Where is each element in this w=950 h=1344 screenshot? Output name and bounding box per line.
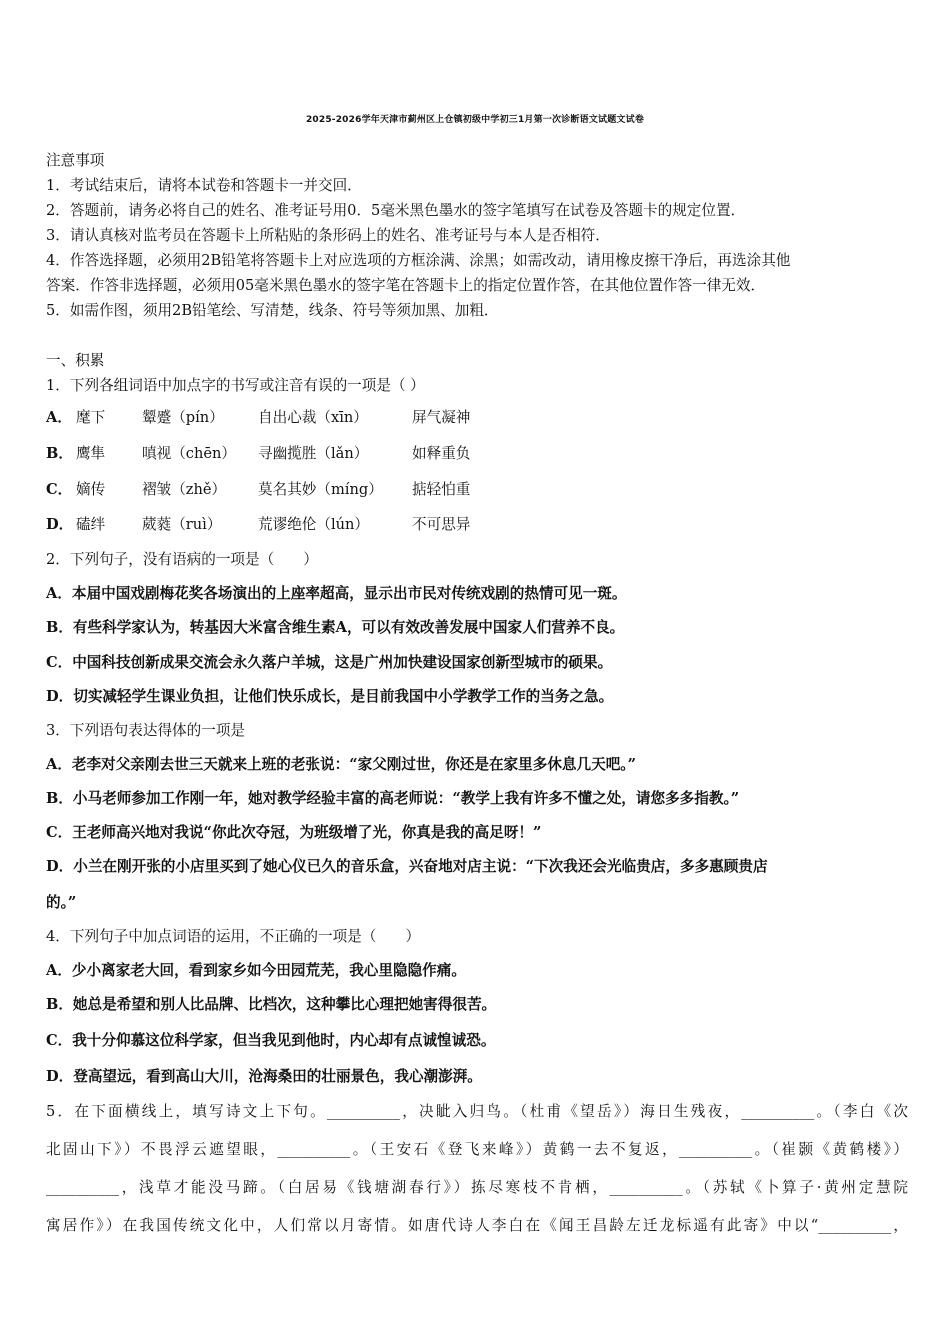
q5-text: 5．在下面横线上，填写诗文上下句。__________，决眦入归鸟。（杜甫《望岳》）海日生残夜，__________。（李白《次 <box>46 1103 908 1120</box>
word: 磕绊 <box>76 516 106 533</box>
q3-option-a: A．老李对父亲刚去世三天就来上班的老张说：“家父刚过世，你还是在家里多休息几天吧。” <box>46 756 636 773</box>
q5-line-1 <box>46 1102 908 1122</box>
word: 自出心裁（xīn） <box>258 409 368 426</box>
q5-text: __________，浅草才能没马蹄。（白居易《钱塘湖春行》）拣尽寒枝不肯栖，__________。（苏轼《卜算子·黄州定慧院 <box>46 1179 908 1196</box>
q1-stem: 1．下列各组词语中加点字的书写或注音有误的一项是（ ） <box>46 377 425 394</box>
notice-item-3: 3．请认真核对监考员在答题卡上所粘贴的条形码上的姓名、准考证号与本人是否相符． <box>46 227 610 244</box>
q2-stem: 2．下列句子，没有语病的一项是（ ） <box>46 551 318 568</box>
notice-item-1: 1．考试结束后，请将本试卷和答题卡一并交回． <box>46 177 362 194</box>
q4-option-b: B．她总是希望和别人比品牌、比档次，这种攀比心理把她害得很苦。 <box>46 996 497 1013</box>
q3-option-b: B．小马老师参加工作刚一年，她对教学经验丰富的高老师说：“教学上我有许多不懂之处，请您多多指教。” <box>46 790 740 807</box>
q5-line-4 <box>46 1216 908 1236</box>
q4-stem: 4．下列句子中加点词语的运用，不正确的一项是（ ） <box>46 928 421 945</box>
word: 褶皱（zhě） <box>142 481 227 498</box>
notice-item-4: 4．作答选择题，必须用2B铅笔将答题卡上对应选项的方框涂满、涂黑；如需改动，请用橡皮擦干净后，再选涂其他 <box>46 252 791 269</box>
q2-option-a: A．本届中国戏剧梅花奖各场演出的上座率超高，显示出市民对传统戏剧的热情可见一斑。 <box>46 585 627 602</box>
q2-option-d: D．切实减轻学生课业负担，让他们快乐成长，是目前我国中小学教学工作的当务之急。 <box>46 688 614 705</box>
option-label: C． <box>46 481 73 498</box>
q4-option-d: D．登高望远，看到高山大川，沧海桑田的壮丽景色，我心潮澎湃。 <box>46 1068 482 1085</box>
word: 寻幽揽胜（lǎn） <box>258 445 369 462</box>
q3-option-d: D．小兰在刚开张的小店里买到了她心仪已久的音乐盒，兴奋地对店主说：“下次我还会光临贵店，多多惠顾贵店 <box>46 858 768 875</box>
notice-item-2: 2．答题前，请务必将自己的姓名、准考证号用0．5毫米黑色墨水的签字笔填写在试卷及答题卡的规定位置． <box>46 202 746 219</box>
section-heading: 一、积累 <box>46 352 105 369</box>
q3-option-d-cont: 的。” <box>46 894 77 911</box>
q2-option-b: B．有些科学家认为，转基因大米富含维生素A，可以有效改善发展中国家人们营养不良。 <box>46 619 625 636</box>
q5-text: 寓居作》）在我国传统文化中，人们常以月寄情。如唐代诗人李白在《闻王昌龄左迁龙标遥有此寄》中以“__________， <box>46 1217 908 1234</box>
notice-heading: 注意事项 <box>46 152 105 169</box>
exam-title: 2025-2026学年天津市蓟州区上仓镇初级中学初三1月第一次诊断语文试题文试卷 <box>305 115 645 125</box>
word: 鹰隼 <box>76 445 106 462</box>
q4-option-a: A．少小离家老大回，看到家乡如今田园荒芜，我心里隐隐作痛。 <box>46 962 466 979</box>
option-label: A． <box>46 409 72 426</box>
word: 嫡传 <box>76 481 106 498</box>
word: 不可思异 <box>412 516 471 533</box>
q5-line-2 <box>46 1140 908 1160</box>
option-label: B． <box>46 445 73 462</box>
q3-option-c: C．王老师高兴地对我说“你此次夺冠，为班级增了光，你真是我的高足呀！” <box>46 824 542 841</box>
q3-stem: 3．下列语句表达得体的一项是 <box>46 722 246 739</box>
word: 葳蕤（ruì） <box>142 516 222 533</box>
word: 荒谬绝伦（lún） <box>258 516 370 533</box>
q5-line-3 <box>46 1178 908 1198</box>
q5-text: 北固山下》）不畏浮云遮望眼，__________。（王安石《登飞来峰》）黄鹤一去不复返，__________。（崔颢《黄鹤楼》） <box>46 1141 908 1158</box>
q2-option-c: C．中国科技创新成果交流会永久落户羊城，这是广州加快建设国家创新型城市的硕果。 <box>46 654 613 671</box>
word: 如释重负 <box>412 445 471 462</box>
word: 掂轻怕重 <box>412 481 471 498</box>
word: 莫名其妙（míng） <box>258 481 383 498</box>
word: 麾下 <box>76 409 106 426</box>
q4-option-c: C．我十分仰慕这位科学家，但当我见到他时，内心却有点诚惶诚恐。 <box>46 1032 496 1049</box>
option-label: D． <box>46 516 74 533</box>
notice-item-5: 5．如需作图，须用2B铅笔绘、写清楚，线条、符号等须加黑、加粗． <box>46 302 499 319</box>
word: 颦蹙（pín） <box>142 409 224 426</box>
word: 屏气凝神 <box>412 409 471 426</box>
word: 嗔视（chēn） <box>142 445 236 462</box>
notice-item-4-cont: 答案．作答非选择题，必须用05毫米黑色墨水的签字笔在答题卡上的指定位置作答，在其他位置作答一律无效． <box>46 277 766 294</box>
